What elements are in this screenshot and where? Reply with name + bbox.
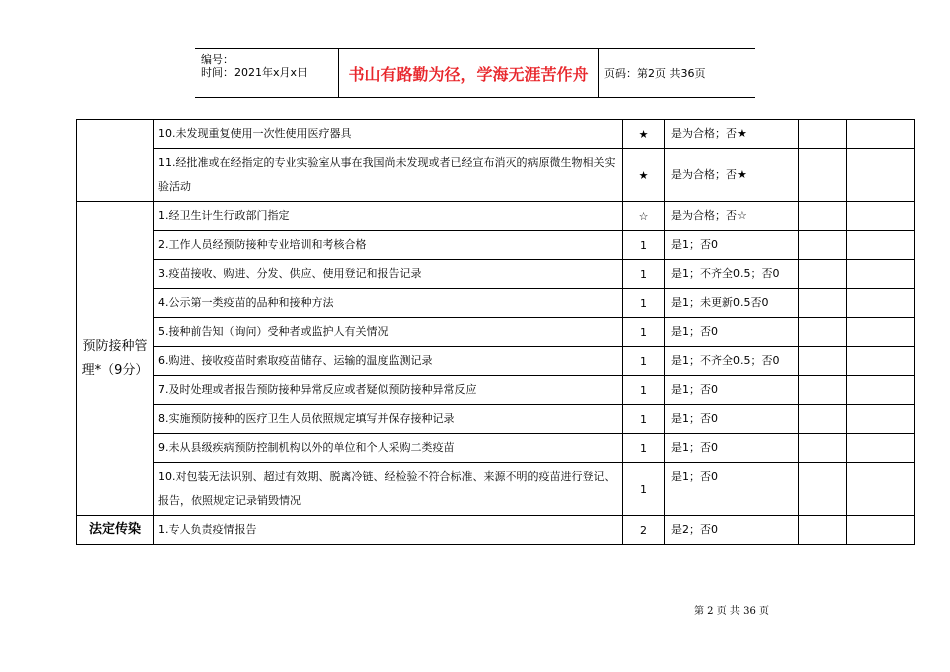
code-label: 编号： [201,53,234,66]
table-row [77,318,915,347]
category-vaccination: 预防接种管理*（9分） [77,202,154,516]
blank-cell [799,231,847,260]
blank-cell [847,347,915,376]
blank-cell [799,120,847,149]
rule-cell: 是1；否0 [665,434,799,463]
score-cell: 1 [623,376,665,405]
blank-cell [847,463,915,516]
blank-cell [799,405,847,434]
item-text: 3.疫苗接收、购进、分发、供应、使用登记和报告记录 [154,260,623,289]
table-row [77,463,915,516]
document-header [195,48,755,98]
item-text: 1.专人负责疫情报告 [154,516,623,545]
score-cell: 1 [623,260,665,289]
blank-cell [799,318,847,347]
rule-cell: 是为合格；否☆ [665,202,799,231]
item-text: 2.工作人员经预防接种专业培训和考核合格 [154,231,623,260]
time-label: 时间：2021年x月x日 [201,66,309,79]
rule-cell: 是1；未更新0.5否0 [665,289,799,318]
blank-cell [847,434,915,463]
page-footer: 第 2 页 共 36 页 [694,606,769,617]
table-row [77,434,915,463]
blank-cell [799,202,847,231]
table-row [77,405,915,434]
blank-cell [799,260,847,289]
category-cell-empty [77,120,154,202]
item-text: 1.经卫生计生行政部门指定 [154,202,623,231]
table-row [77,289,915,318]
blank-cell [847,120,915,149]
item-text: 9.未从县级疾病预防控制机构以外的单位和个人采购二类疫苗 [154,434,623,463]
item-text: 5.接种前告知（询问）受种者或监护人有关情况 [154,318,623,347]
header-info [195,49,338,101]
score-cell: 1 [623,347,665,376]
table-row [77,120,915,149]
blank-cell [799,463,847,516]
assessment-table [76,119,915,545]
blank-cell [847,149,915,202]
score-cell: 1 [623,231,665,260]
score-cell: 2 [623,516,665,545]
item-text: 6.购进、接收疫苗时索取疫苗储存、运输的温度监测记录 [154,347,623,376]
blank-cell [847,289,915,318]
rule-cell: 是2；否0 [665,516,799,545]
blank-cell [847,231,915,260]
blank-cell [847,376,915,405]
score-cell: 1 [623,434,665,463]
item-text: 8.实施预防接种的医疗卫生人员依照规定填写并保存接种记录 [154,405,623,434]
blank-cell [847,516,915,545]
blank-cell [847,260,915,289]
score-cell: 1 [623,463,665,516]
table-row [77,231,915,260]
header-page-label: 页码：第2页 共36页 [604,67,706,80]
rule-cell: 是1；否0 [665,318,799,347]
rule-cell: 是1；否0 [665,405,799,434]
rule-cell: 是1；否0 [665,376,799,405]
table-row [77,516,915,545]
rule-cell: 是1；否0 [665,463,799,516]
blank-cell [799,376,847,405]
item-text: 4.公示第一类疫苗的品种和接种方法 [154,289,623,318]
rule-cell: 是1；不齐全0.5；否0 [665,260,799,289]
rule-cell: 是为合格；否★ [665,149,799,202]
rule-cell: 是1；否0 [665,231,799,260]
blank-cell [799,516,847,545]
score-cell: ☆ [623,202,665,231]
score-cell: 1 [623,318,665,347]
score-cell: ★ [623,149,665,202]
score-cell: ★ [623,120,665,149]
blank-cell [799,434,847,463]
table-row [77,149,915,202]
blank-cell [799,289,847,318]
rule-cell: 是为合格；否★ [665,120,799,149]
category-infectious: 法定传染 [77,516,154,545]
header-motto: 书山有路勤为径，学海无涯苦作舟 [338,49,599,97]
item-text: 10.对包装无法识别、超过有效期、脱离冷链、经检验不符合标准、来源不明的疫苗进行登记、报告，依照规定记录销毁情况 [154,463,623,516]
blank-cell [799,149,847,202]
table-row [77,347,915,376]
score-cell: 1 [623,405,665,434]
rule-cell: 是1；不齐全0.5；否0 [665,347,799,376]
table-row [77,260,915,289]
blank-cell [799,347,847,376]
table-row [77,202,915,231]
blank-cell [847,405,915,434]
blank-cell [847,202,915,231]
item-text: 11.经批准或在经指定的专业实验室从事在我国尚未发现或者已经宣布消灭的病原微生物相关实验活动 [154,149,623,202]
item-text: 7.及时处理或者报告预防接种异常反应或者疑似预防接种异常反应 [154,376,623,405]
score-cell: 1 [623,289,665,318]
item-text: 10.未发现重复使用一次性使用医疗器具 [154,120,623,149]
blank-cell [847,318,915,347]
table-row [77,376,915,405]
